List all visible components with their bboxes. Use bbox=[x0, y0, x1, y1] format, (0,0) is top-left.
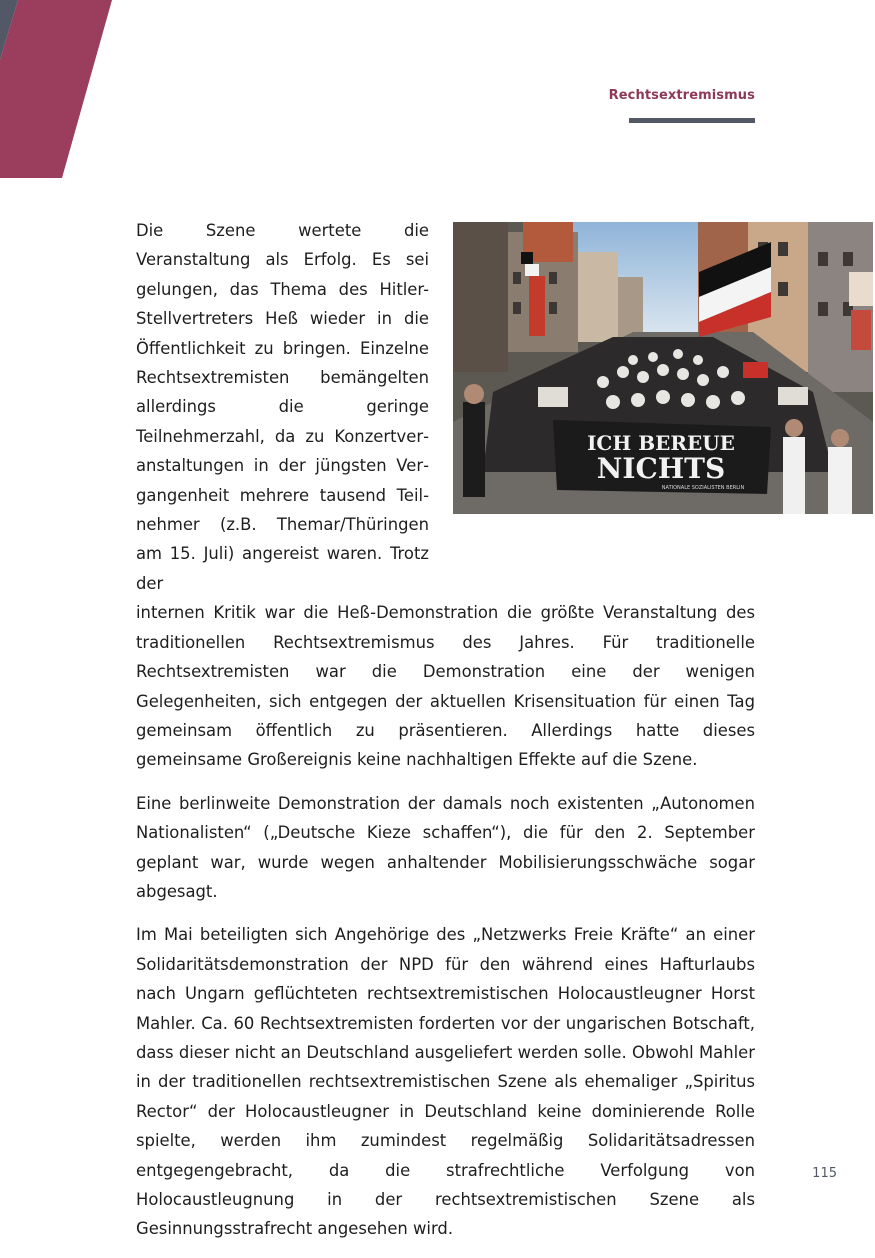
corner-decoration bbox=[0, 0, 120, 180]
banner-text-line1: ICH BEREUE bbox=[587, 431, 735, 455]
paragraph-1b: internen Kritik war die Heß-Demonstration die größte Veranstaltung des traditionellen Rechtsextremismus des Jahres. Für traditionelle Rechtsextremisten war die Demonstration eine der wenigen Gelegenheiten, sich entgegen der aktuellen Krisensituation für einen Tag gemeinsam öffentlich zu präsentieren. Allerdings hatte dieses gemeinsame Großereignis keine nachhaltigen Effekte auf die Szene. bbox=[136, 603, 755, 770]
paragraph-1a: Die Szene wertete die Veranstaltung als Erfolg. Es sei gelungen, das Thema des Hitler-Stellvertreters Heß wieder in die Öffentlichkeit zu bringen. Einzelne Rechtsextremisten bemängelten allerdings die geringe Teilnehmerzahl, da zu Konzertveranstaltungen in der jüngsten Vergangenheit mehrere tausend Teilnehmer (z.B. Themar/Thüringen am 15. Juli) angereist waren. Trotz der bbox=[136, 221, 429, 593]
paragraph-3: Im Mai beteiligten sich Angehörige des „Netzwerks Freie Kräfte“ an einer Solidaritätsdemonstration der NPD für den während eines Hafturlaubs nach Ungarn geflüchteten rechtsextremistischen Holocaustleugner Horst Mahler. Ca. 60 Rechtsextremisten forderten vor der ungarischen Botschaft, dass dieser nicht an Deutschland ausgeliefert werden solle. Obwohl Mahler in der traditionellen rechtsextremistischen Szene als ehemaliger „Spiritus Rector“ der Holocaustleugner in Deutschland keine dominierende Rolle spielte, werden ihm zumindest regelmäßig Solidaritätsadressen entgegengebracht, da die strafrechtliche Verfolgung von Holocaustleugnung in der rechtsextremistischen Szene als Gesinnungsstrafrecht angesehen wird. bbox=[136, 925, 755, 1239]
banner-text-small: NATIONALE SOZIALISTEN BERLIN bbox=[661, 485, 745, 491]
paragraph-2: Eine berlinweite Demonstration der damals noch existenten „Autonomen Nationalisten“ („Deutsche Kieze schaffen“), die für den 2. September geplant war, wurde wegen anhaltender Mobilisierungsschwäche sogar abgesagt. bbox=[136, 793, 755, 901]
page-number: 115 bbox=[812, 1166, 837, 1181]
body-text bbox=[136, 216, 755, 1258]
banner-text-line2: NICHTS bbox=[596, 452, 726, 485]
header-rule bbox=[629, 118, 755, 123]
section-title: Rechtsextremismus bbox=[608, 88, 755, 103]
